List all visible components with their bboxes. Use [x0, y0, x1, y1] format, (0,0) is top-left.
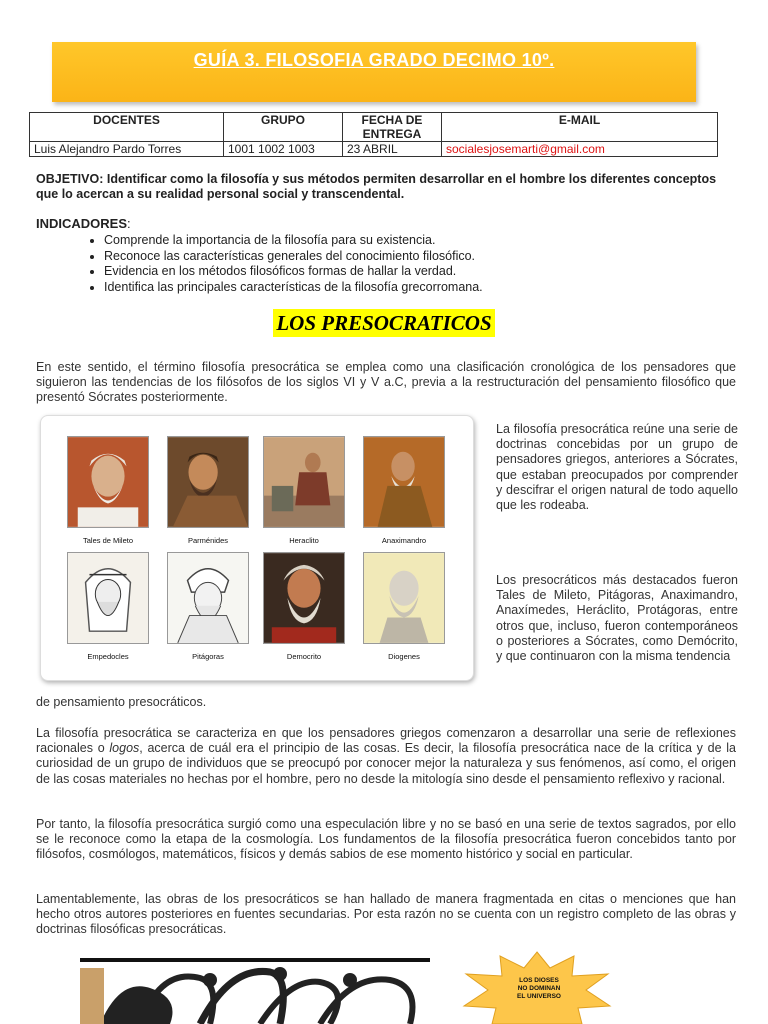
portrait-image — [263, 436, 345, 528]
portrait-image — [363, 436, 445, 528]
indicators-list — [86, 233, 704, 295]
portrait-image — [363, 552, 445, 644]
header-docentes: DOCENTES — [30, 113, 224, 142]
starburst-text: LOS DIOSES NO DOMINAN EL UNIVERSO — [517, 977, 561, 1000]
side-paragraph-continuation: de pensamiento presocráticos. — [36, 695, 207, 709]
list-item: • Reconoce las características generales del conocimiento filosófico. — [104, 249, 704, 265]
side-paragraph-2: Los presocráticos más destacados fueron Tales de Mileto, Pitágoras, Anaximandro, Anaxímedes, Heráclito, Protágoras, entre otros que, incluso, fueron contemporáneos o posteriores a Sócrates, como Demócrito, y que continuaron con la misma tendencia — [496, 573, 738, 664]
intro-paragraph: En este sentido, el término filosofía presocrática se emplea como una clasificación cronológica de los pensadores que siguieron las tendencias de los filósofos de los siglos VI y V a.C, previa a la restructuración del pensamiento filosófico que presentó Sócrates posteriormente. — [36, 360, 736, 405]
portrait-image — [167, 552, 249, 644]
list-item: • Comprende la importancia de la filosofía para su existencia. — [104, 233, 704, 249]
header-fecha: FECHA DE ENTREGA — [343, 113, 442, 142]
paragraph-text: , acerca de cuál era el principio de las cosas. Es decir, la filosofía presocrática nace de la crítica y de la curiosidad de un grupo de individuos que se preocupó por conocer mejor la naturaleza y sus fenómenos, así como, el origen de las cosas materiales no hechas por el hombre, pero no desde la mitología sino desde el pensamiento reflexivo y racional. — [36, 741, 737, 786]
portrait-image — [263, 552, 345, 644]
cell-email[interactable]: socialesjosemarti@gmail.com — [442, 142, 718, 157]
indicators-title: INDICADORES — [36, 216, 128, 231]
paragraph-fragments: Lamentablemente, las obras de los presocráticos se han hallado de manera fragmentada en citas o menciones que han hecho otros autores posteriores en fuentes secundarias. Por esta razón no se cuenta con un registro completo de las obras y doctrinas filosóficas presocráticas. — [36, 892, 736, 937]
portrait-image — [67, 436, 149, 528]
starburst-callout — [462, 950, 612, 1024]
table-row — [30, 142, 718, 157]
philosopher-name: Diogenes — [388, 652, 420, 661]
philosopher-name: Pitágoras — [192, 652, 224, 661]
objective-text: OBJETIVO: Identificar como la filosofía y sus métodos permiten desarrollar en el hombre los diferentes conceptos que lo acercan a su realidad personal social y transcendental. — [36, 172, 717, 201]
philosophers-image-grid — [40, 415, 474, 681]
page-title: GUÍA 3. FILOSOFIA GRADO DECIMO 10º. — [193, 50, 555, 70]
philosopher-card — [167, 436, 249, 545]
portrait-image — [167, 436, 249, 528]
info-table — [29, 112, 718, 157]
title-banner — [52, 42, 696, 102]
philosopher-card — [363, 436, 445, 545]
portrait-image — [67, 552, 149, 644]
list-item: • Identifica las principales características de la filosofía grecorromana. — [104, 280, 704, 296]
philosopher-name: Heraclito — [289, 536, 319, 545]
philosopher-name: Parménides — [187, 536, 229, 545]
header-grupo: GRUPO — [224, 113, 343, 142]
philosopher-card — [67, 552, 149, 661]
side-paragraph-1: La filosofía presocrática reúne una serie de doctrinas concebidas por un grupo de pensadores griegos, anteriores a Sócrates, que estaban preocupados por comprender y descifrar el origen natural de todo aquello que les rodeaba. — [496, 422, 738, 513]
greek-mythology-illustration — [80, 958, 430, 1024]
philosopher-name: Tales de Mileto — [82, 536, 134, 545]
philosopher-card — [263, 436, 345, 545]
cell-grupo: 1001 1002 1003 — [224, 142, 343, 157]
table-header-row — [30, 113, 718, 142]
paragraph-cosmology: Por tanto, la filosofía presocrática surgió como una especulación libre y no se basó en una serie de textos sagrados, por ello se le reconoce como la etapa de la cosmología. Los fundamentos de la filosofía presocrática fueron concebidos tanto por filósofos, cosmólogos, matemáticos, físicos y demás sabios de ese momento histórico y social en particular. — [36, 817, 736, 862]
list-item: • Evidencia en los métodos filosóficos formas de hallar la verdad. — [104, 264, 704, 280]
paragraph-text: La filosofía presocrática se caracteriza en que los pensadores griegos comenzaron a desarrollar una serie de reflexiones racionales o — [36, 726, 736, 756]
cell-fecha: 23 ABRIL — [343, 142, 442, 157]
logos-term: logos — [109, 741, 140, 756]
philosopher-name: Democrito — [286, 652, 322, 661]
philosopher-card — [363, 552, 445, 661]
section-title-text: LOS PRESOCRATICOS — [273, 309, 494, 337]
indicators-heading: INDICADORES: — [36, 216, 131, 231]
cell-docente: Luis Alejandro Pardo Torres — [30, 142, 224, 157]
philosopher-name: Empedocles — [87, 652, 129, 661]
philosopher-card — [67, 436, 149, 545]
paragraph-characteristics — [36, 726, 736, 787]
philosopher-name: Anaximandro — [381, 536, 427, 545]
section-title — [0, 311, 768, 336]
philosopher-card — [167, 552, 249, 661]
philosopher-card — [263, 552, 345, 661]
header-email: E-MAIL — [442, 113, 718, 142]
